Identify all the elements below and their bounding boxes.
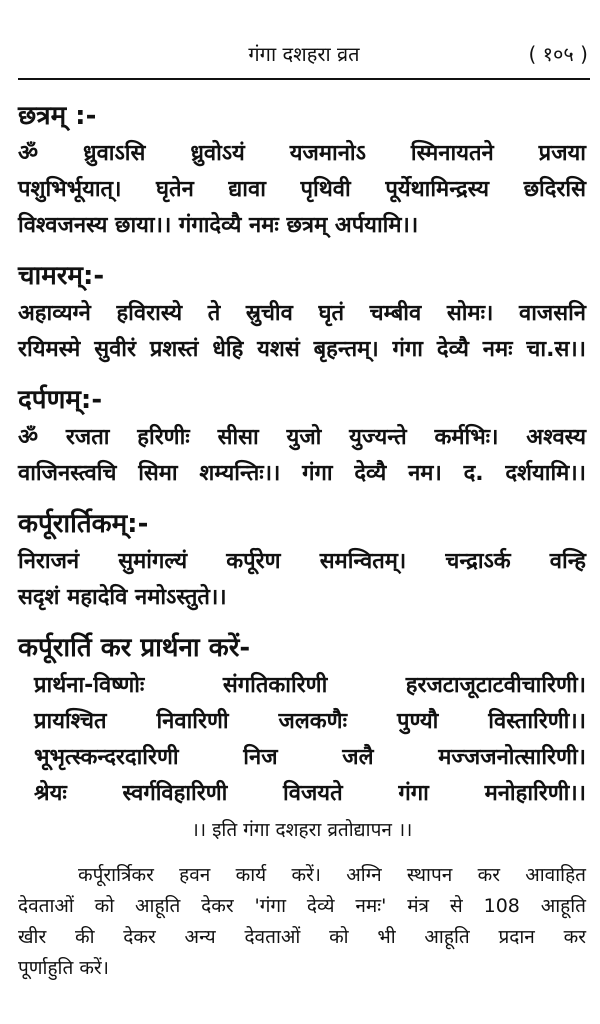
prayer-line: प्रायश्चित निवारिणी जलकणैः पुण्यौ विस्तारिणी।। xyxy=(34,709,586,734)
paragraph-line: देवताओं को आहूति देकर 'गंगा देव्ये नमः' मंत्र से 108 आहूति xyxy=(18,895,586,917)
verse-line: सदृशं महादेवि नमोऽस्तुते।। xyxy=(18,585,227,610)
prayer-line: प्रार्थना-विष्णोः संगतिकारिणी हरजटाजूटाटवीचारिणी। xyxy=(34,673,586,698)
section-heading: कर्पूरार्ति कर प्रार्थना करें- xyxy=(18,633,251,663)
verse-line: रयिमस्मे सुवीरं प्रशस्तं धेहि यशसं बृहन्तम्। गंगा देव्यै नमः चा.स।। xyxy=(18,337,586,362)
section-chatram xyxy=(18,96,586,244)
paragraph-line: खीर की देकर अन्य देवताओं को भी आहूति प्रदान कर xyxy=(18,926,586,948)
section-heading: छत्रम् :- xyxy=(18,101,97,131)
verse-line: ॐ रजता हरिणीः सीसा युजो युज्यन्ते कर्मभिः। अश्वस्य xyxy=(18,425,586,450)
verse-line: वाजिनस्त्वचि सिमा शम्यन्तिः।। गंगा देव्यै नम। द. दर्शयामि।। xyxy=(18,461,586,486)
header-rule xyxy=(18,78,590,80)
running-title: गंगा दशहरा व्रत xyxy=(248,42,360,66)
page-number: ( १०५ ) xyxy=(528,42,588,66)
verse-line: निराजनं सुमांगल्यं कर्पूरेण समन्वितम्। चन्द्राऽर्क वन्हि xyxy=(18,549,586,574)
section-heading: चामरम्:- xyxy=(18,261,105,291)
prayer-line: श्रेयः स्वर्गविहारिणी विजयते गंगा मनोहारिणी।। xyxy=(34,781,586,806)
section-darpanam xyxy=(18,380,586,492)
verse-line: विश्वजनस्य छाया।। गंगादेव्यै नमः छत्रम् अर्पयामि।। xyxy=(18,213,419,238)
section-karpurartikam xyxy=(18,504,586,616)
section-heading: दर्पणम्:- xyxy=(18,385,103,415)
page-body xyxy=(18,96,586,984)
instruction-paragraph xyxy=(18,860,586,984)
page-header xyxy=(20,40,588,70)
prayer-line: भूभृत्स्कन्दरदारिणी निज जलै मज्जजनोत्सारिणी। xyxy=(34,745,586,770)
verse-line: ॐ ध्रुवाऽसि ध्रुवोऽयं यजमानोऽ स्मिनायतने प्रजया xyxy=(18,141,586,166)
verse-line: पशुभिर्भूयात्। घृतेन द्यावा पृथिवी पूर्येथामिन्द्रस्य छदिरसि xyxy=(18,177,586,202)
section-chamaram xyxy=(18,256,586,368)
section-prayer xyxy=(18,628,586,846)
closing-line: ।। इति गंगा दशहरा व्रतोद्यापन ।। xyxy=(191,819,413,841)
verse-line: अहाव्यग्ने हविरास्ये ते स्रुचीव घृतं चम्बीव सोमः। वाजसनि xyxy=(18,301,586,326)
paragraph-line: पूर्णाहुति करें। xyxy=(18,957,109,979)
paragraph-line: कर्पूरार्त्रिकर हवन कार्य करें। अग्नि स्थापन कर आवाहित xyxy=(78,864,586,886)
section-heading: कर्पूरार्तिकम्:- xyxy=(18,509,149,539)
